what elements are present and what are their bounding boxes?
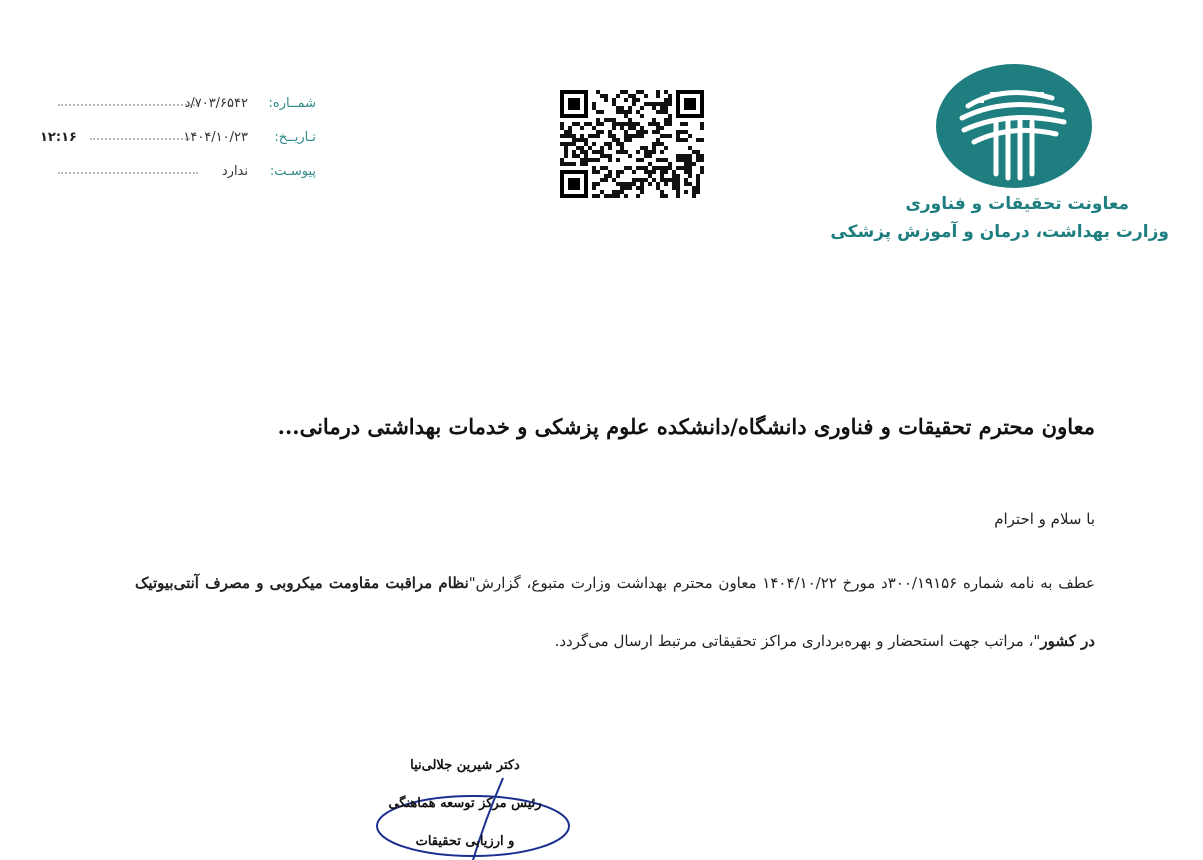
logo-title: معاونت تحقیقات و فناوری: [905, 194, 1129, 214]
date-label: تـاریــخ:: [274, 130, 316, 145]
date-value: ۱۴۰۴/۱۰/۲۳: [183, 130, 248, 145]
dotted-line: [58, 172, 198, 174]
number-label: شمــاره:: [268, 96, 316, 111]
attachment-label: پیوسـت:: [269, 164, 316, 179]
signature-block: [355, 750, 575, 860]
letter-body: [135, 554, 1095, 670]
ministry-logo-icon: [934, 62, 1094, 190]
date-row: [30, 130, 330, 164]
number-value: ۷۰۳/۶۵۴۲/د: [184, 96, 248, 111]
letter-metadata: [30, 96, 330, 198]
time-value: ۱۲:۱۶: [40, 130, 77, 145]
attachment-row: [30, 164, 330, 198]
attachment-value: ندارد: [221, 164, 248, 179]
number-row: [30, 96, 330, 130]
recipient-heading: معاون محترم تحقیقات و فناوری دانشگاه/دانشکده علوم پزشکی و خدمات بهداشتی درمانی...: [277, 414, 1095, 439]
body-text: "، مراتب جهت استحضار و بهره‌برداری مراکز تحقیقاتی مرتبط ارسال می‌گردد.: [554, 632, 1041, 650]
dotted-line: [90, 138, 190, 140]
dotted-line: [58, 104, 198, 106]
signer-title-line2: و ارزیابی تحقیقات: [415, 834, 515, 849]
signer-name: دکتر شیرین جلالی‌نیا: [410, 758, 520, 773]
report-title: نظام مراقبت مقاومت میکروبی و مصرف آنتی‌بیوتیک در کشور: [135, 574, 1095, 650]
body-text: عطف به نامه شماره ۳۰۰/۱۹۱۵۶د مورخ ۱۴۰۴/۱۰/۲۲ معاون محترم بهداشت وزارت متبوع، گزارش": [468, 574, 1095, 592]
greeting: با سلام و احترام: [994, 510, 1095, 528]
logo-subtitle: وزارت بهداشت، درمان و آموزش پزشکی: [830, 222, 1169, 242]
signer-title: رئیس مرکز توسعه هماهنگی: [388, 796, 542, 811]
qr-code-icon: [560, 90, 704, 198]
